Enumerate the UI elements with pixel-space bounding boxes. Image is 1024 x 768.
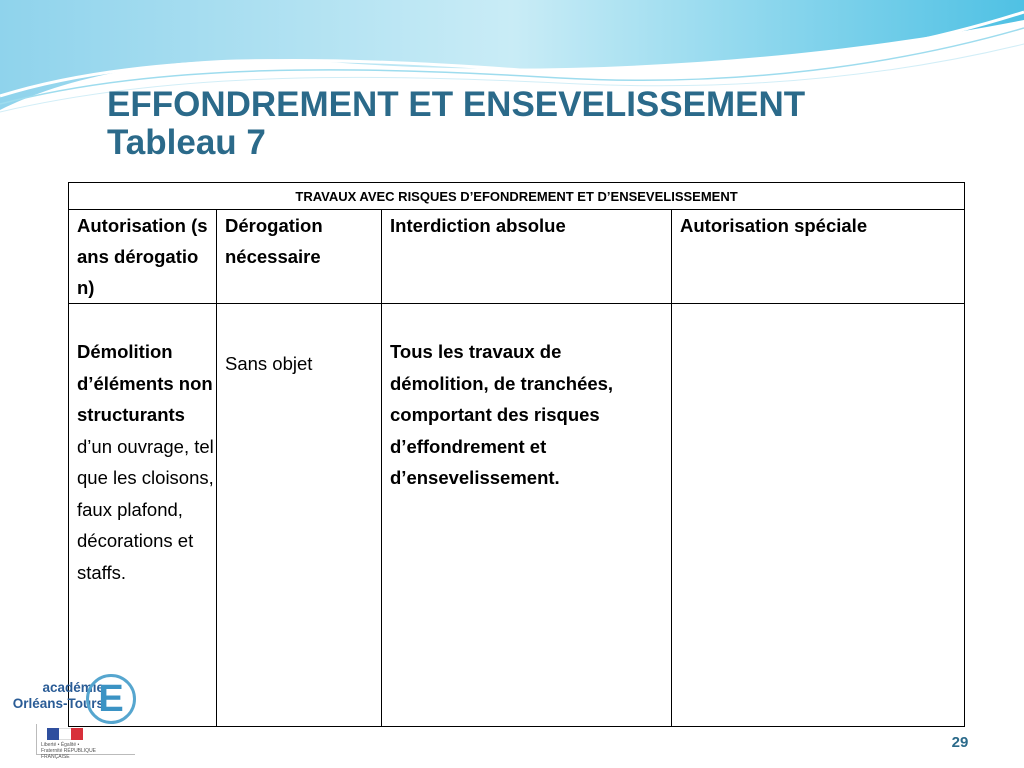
logo-e-emblem: E xyxy=(86,674,136,724)
cell-interdiction xyxy=(382,304,672,727)
french-flag-icon xyxy=(47,728,83,740)
cell-interdiction-text: Tous les travaux de démolition, de tranchées, comportant des risques d’effondrement et d’ensevelissement. xyxy=(390,341,614,488)
header-derogation: Dérogation nécessaire xyxy=(217,210,382,304)
cell-autorisation-speciale xyxy=(672,304,965,727)
logo-line-2: Orléans-Tours xyxy=(12,696,104,711)
logo-motto: Liberté • Égalité • Fraternité RÉPUBLIQUE FRANÇAISE xyxy=(41,742,97,760)
cell-autorisation-text: d’un ouvrage, tel que les cloisons, faux plafond, décorations et staffs. xyxy=(77,435,214,583)
header-autorisation: Autorisation (sans dérogation) xyxy=(69,210,217,304)
page-number: 29 xyxy=(951,734,969,751)
header-interdiction: Interdiction absolue xyxy=(382,210,672,304)
title-line-2: Tableau 7 xyxy=(107,123,266,162)
title-line-1: EFFONDREMENT ET ENSEVELISSEMENT xyxy=(107,85,806,124)
header-autorisation-speciale: Autorisation spéciale xyxy=(672,210,965,304)
republique-francaise-mark xyxy=(36,724,135,760)
logo-line-1: académie xyxy=(42,680,104,695)
slide-title xyxy=(107,86,987,162)
table-caption: TRAVAUX AVEC RISQUES D’EFONDREMENT ET D’ENSEVELISSEMENT xyxy=(69,183,965,210)
risk-table xyxy=(68,182,965,727)
cell-autorisation-bold: Démolition d’éléments non structurants xyxy=(77,341,213,425)
academie-logo xyxy=(8,670,136,760)
cell-derogation: Sans objet xyxy=(217,304,382,727)
cell-autorisation xyxy=(69,304,217,727)
